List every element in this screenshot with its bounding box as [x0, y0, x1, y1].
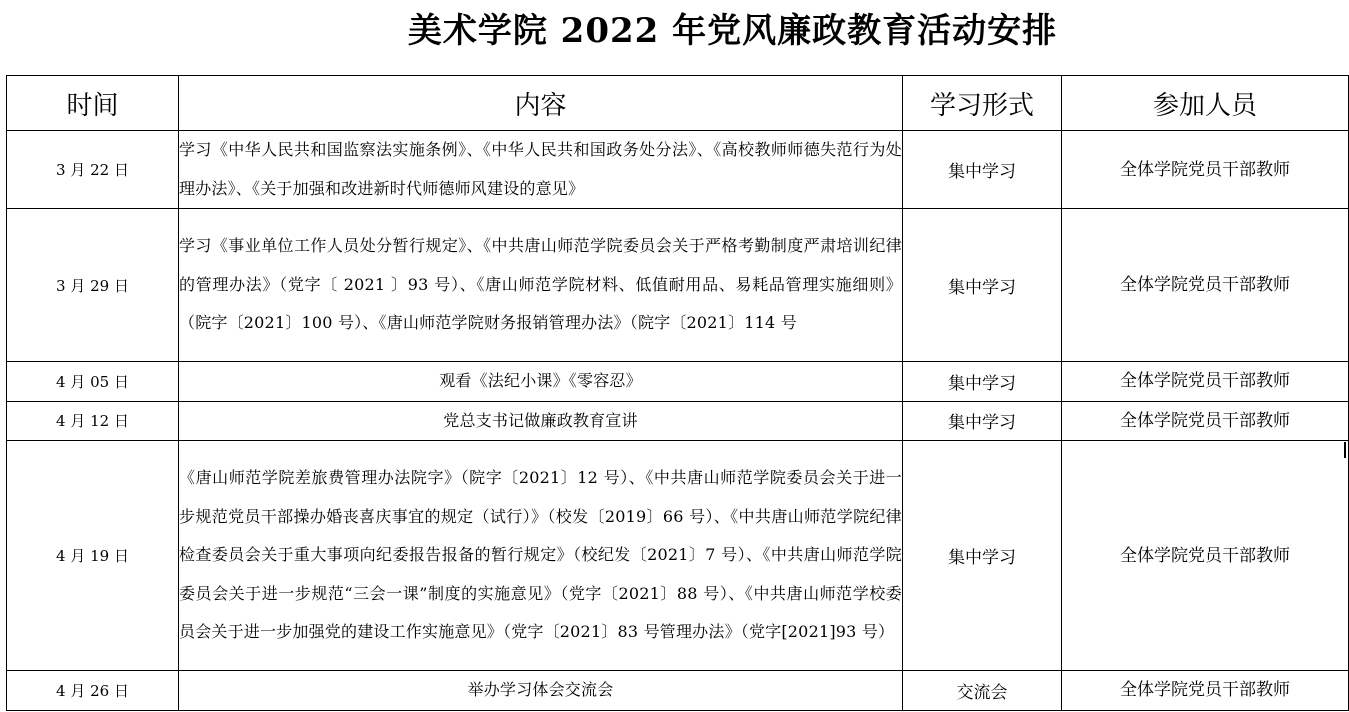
schedule-table	[6, 75, 1349, 711]
text-cursor-mark	[1344, 442, 1346, 458]
row-people-text: 全体学院党员干部教师	[1120, 410, 1290, 431]
row-form: 集中学习	[903, 131, 1062, 209]
row-people-text: 全体学院党员干部教师	[1120, 159, 1290, 180]
row-date: 4 月 26 日	[7, 671, 179, 711]
row-form: 集中学习	[903, 209, 1062, 362]
header-time: 时间	[7, 76, 179, 131]
row-content: 党总支书记做廉政教育宣讲	[179, 401, 903, 441]
row-date: 3 月 22 日	[7, 131, 179, 209]
header-form: 学习形式	[903, 76, 1062, 131]
row-content: 《唐山师范学院差旅费管理办法院字》（院字〔2021〕12 号）、《中共唐山师范学院委员会关于进一步规范党员干部操办婚丧喜庆事宜的规定（试行）》（校发〔2019〕66 号）、《中共唐山师范学院纪律检查委员会关于重大事项向纪委报告报备的暂行规定》（校纪发〔2021〕7 号）、《中共唐山师范学院委员会关于进一步规范“三会一课”制度的实施意见》（党字〔2021〕88 号）、《中共唐山师范学校委员会关于进一步加强党的建设工作实施意见》（党字〔2021〕83 号管理办法》（党字[2021]93 号）	[179, 441, 903, 671]
row-date: 3 月 29 日	[7, 209, 179, 362]
row-form: 集中学习	[903, 441, 1062, 671]
row-people	[1062, 441, 1349, 671]
row-date: 4 月 19 日	[7, 441, 179, 671]
page-title: 美术学院 2022 年党风廉政教育活动安排	[407, 11, 1058, 51]
table-row	[7, 209, 1349, 362]
row-content: 学习《事业单位工作人员处分暂行规定》、《中共唐山师范学院委员会关于严格考勤制度严肃培训纪律的管理办法》（党字〔 2021 〕93 号）、《唐山师范学院材料、低值耐用品、易耗品管理实施细则》（院字〔2021〕100 号）、《唐山师范学院财务报销管理办法》（院字〔2021〕114 号	[179, 209, 903, 362]
header-content: 内容	[179, 76, 903, 131]
row-people	[1062, 401, 1349, 441]
row-people	[1062, 131, 1349, 209]
row-content: 举办学习体会交流会	[179, 671, 903, 711]
row-people-text: 全体学院党员干部教师	[1120, 371, 1290, 392]
row-date: 4 月 12 日	[7, 401, 179, 441]
row-people	[1062, 362, 1349, 402]
table-row	[7, 401, 1349, 441]
row-people-text: 全体学院党员干部教师	[1120, 680, 1290, 701]
row-people-text: 全体学院党员干部教师	[1120, 275, 1290, 295]
table-row	[7, 362, 1349, 402]
table-header-row	[7, 76, 1349, 131]
row-content: 学习《中华人民共和国监察法实施条例》、《中华人民共和国政务处分法》、《高校教师师德失范行为处理办法》、《关于加强和改进新时代师德师风建设的意见》	[179, 131, 903, 209]
row-form: 集中学习	[903, 401, 1062, 441]
table-row	[7, 131, 1349, 209]
row-people	[1062, 209, 1349, 362]
table-row	[7, 671, 1349, 711]
row-form: 交流会	[903, 671, 1062, 711]
row-content: 观看《法纪小课》《零容忍》	[179, 362, 903, 402]
row-people-text: 全体学院党员干部教师	[1120, 545, 1290, 566]
row-form: 集中学习	[903, 362, 1062, 402]
header-people: 参加人员	[1062, 76, 1349, 131]
table-row	[7, 441, 1349, 671]
row-date: 4 月 05 日	[7, 362, 179, 402]
row-people	[1062, 671, 1349, 711]
